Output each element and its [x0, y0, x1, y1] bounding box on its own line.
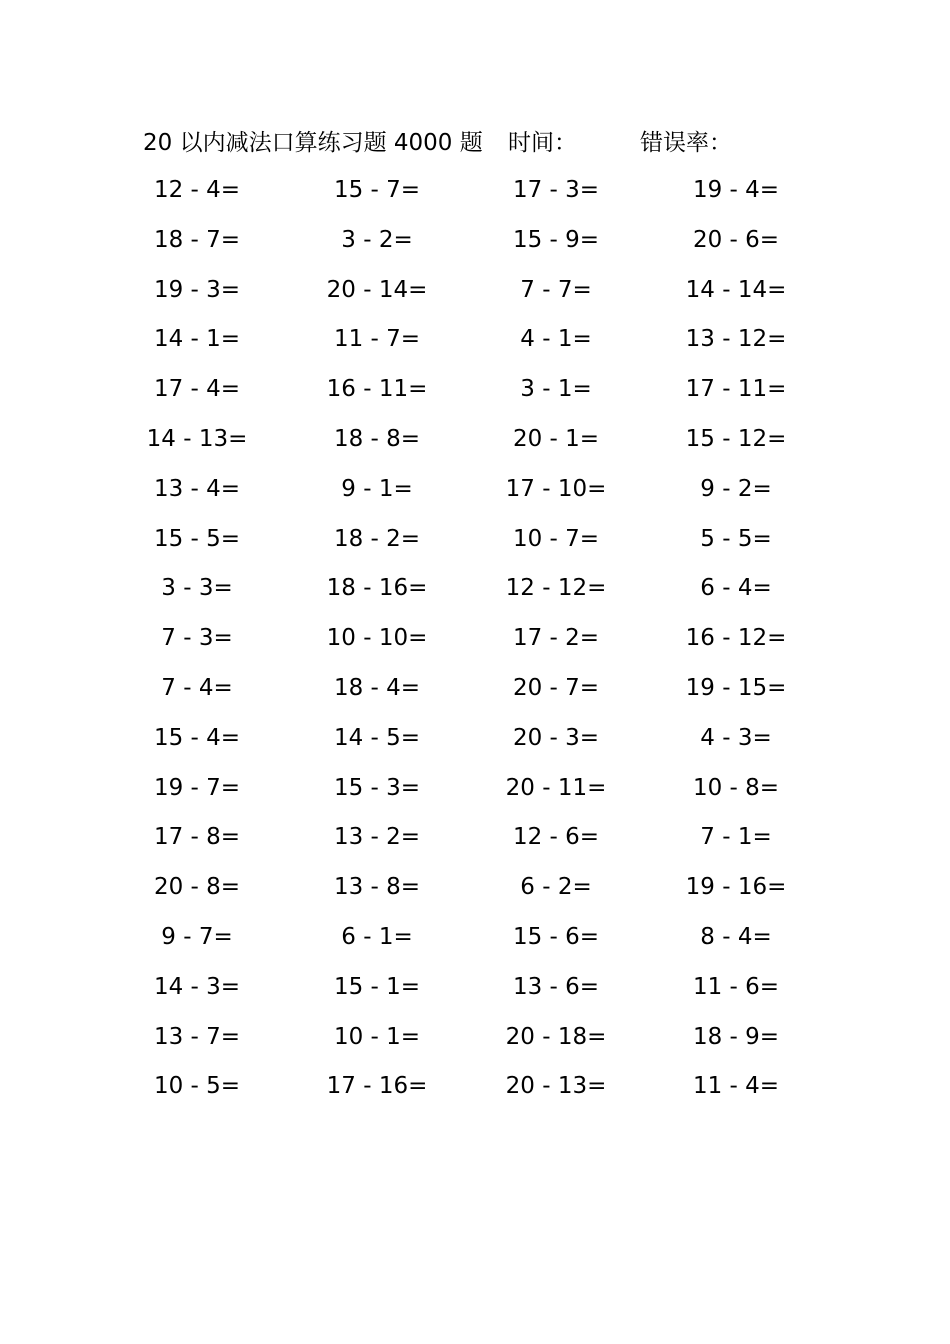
problem-row — [0, 967, 950, 1017]
problem-item: 6 - 4= — [700, 575, 772, 602]
problem-row — [0, 568, 950, 618]
problem-item: 20 - 13= — [505, 1073, 607, 1100]
problem-item: 12 - 4= — [153, 177, 241, 203]
problem-item: 15 - 12= — [685, 425, 787, 452]
problem-row — [0, 768, 950, 818]
problem-row — [0, 170, 950, 220]
problem-item: 7 - 7= — [520, 276, 592, 303]
problem-item: 20 - 8= — [153, 874, 241, 901]
problem-item: 3 - 2= — [341, 226, 413, 253]
problem-item: 13 - 12= — [685, 326, 787, 353]
problem-item: 6 - 1= — [341, 923, 413, 950]
problem-item: 10 - 10= — [326, 625, 428, 652]
problem-item: 9 - 2= — [700, 475, 772, 502]
problem-item: 19 - 4= — [692, 177, 780, 203]
problem-row — [0, 220, 950, 270]
problem-item: 13 - 6= — [512, 973, 600, 1000]
problem-item: 18 - 16= — [326, 575, 428, 602]
problem-row — [0, 618, 950, 668]
problem-row — [0, 718, 950, 768]
problem-item: 20 - 6= — [692, 226, 780, 253]
problem-row — [0, 369, 950, 419]
problem-item: 14 - 5= — [333, 724, 421, 751]
problem-item: 16 - 11= — [326, 376, 428, 403]
problem-grid — [0, 170, 950, 1116]
problem-row — [0, 270, 950, 320]
problem-item: 14 - 1= — [153, 326, 241, 353]
problem-item: 17 - 4= — [153, 376, 241, 403]
problem-item: 5 - 5= — [700, 525, 772, 552]
error-rate-label: 错误率： — [640, 130, 732, 156]
problem-row — [0, 519, 950, 569]
problem-row — [0, 867, 950, 917]
worksheet-header — [0, 124, 950, 160]
problem-item: 11 - 6= — [692, 973, 780, 1000]
worksheet-title: 20 以内减法口算练习题 4000 题 — [143, 130, 483, 156]
problem-item: 15 - 7= — [333, 177, 421, 203]
time-label: 时间： — [508, 130, 577, 156]
problem-item: 16 - 12= — [685, 625, 787, 652]
problem-item: 10 - 8= — [692, 774, 780, 801]
problem-item: 10 - 1= — [333, 1023, 421, 1050]
problem-item: 17 - 11= — [685, 376, 787, 403]
problem-item: 9 - 7= — [161, 923, 233, 950]
problem-item: 11 - 4= — [692, 1073, 780, 1100]
problem-item: 20 - 14= — [326, 276, 428, 303]
problem-item: 18 - 4= — [333, 674, 421, 701]
problem-item: 7 - 1= — [700, 824, 772, 851]
problem-item: 17 - 10= — [505, 475, 607, 502]
problem-item: 15 - 4= — [153, 724, 241, 751]
problem-item: 14 - 13= — [146, 425, 248, 452]
problem-item: 6 - 2= — [520, 874, 592, 901]
problem-row — [0, 469, 950, 519]
problem-row — [0, 917, 950, 967]
problem-item: 4 - 3= — [700, 724, 772, 751]
problem-item: 18 - 7= — [153, 226, 241, 253]
problem-item: 19 - 7= — [153, 774, 241, 801]
problem-row — [0, 817, 950, 867]
problem-row — [0, 1066, 950, 1116]
problem-item: 17 - 3= — [512, 177, 600, 203]
problem-item: 17 - 2= — [512, 625, 600, 652]
problem-item: 17 - 16= — [326, 1073, 428, 1100]
problem-item: 7 - 3= — [161, 625, 233, 652]
problem-item: 10 - 5= — [153, 1073, 241, 1100]
problem-item: 15 - 5= — [153, 525, 241, 552]
problem-item: 20 - 7= — [512, 674, 600, 701]
problem-item: 17 - 8= — [153, 824, 241, 851]
problem-item: 20 - 18= — [505, 1023, 607, 1050]
problem-item: 12 - 12= — [505, 575, 607, 602]
problem-item: 14 - 3= — [153, 973, 241, 1000]
problem-item: 18 - 2= — [333, 525, 421, 552]
problem-item: 15 - 3= — [333, 774, 421, 801]
problem-item: 10 - 7= — [512, 525, 600, 552]
problem-row — [0, 419, 950, 469]
problem-row — [0, 319, 950, 369]
problem-item: 11 - 7= — [333, 326, 421, 353]
problem-item: 3 - 3= — [161, 575, 233, 602]
problem-item: 15 - 6= — [512, 923, 600, 950]
problem-item: 8 - 4= — [700, 923, 772, 950]
problem-item: 19 - 3= — [153, 276, 241, 303]
problem-item: 20 - 3= — [512, 724, 600, 751]
problem-item: 19 - 16= — [685, 874, 787, 901]
problem-item: 12 - 6= — [512, 824, 600, 851]
problem-item: 20 - 1= — [512, 425, 600, 452]
problem-item: 13 - 4= — [153, 475, 241, 502]
problem-row — [0, 668, 950, 718]
problem-item: 13 - 2= — [333, 824, 421, 851]
problem-item: 20 - 11= — [505, 774, 607, 801]
problem-item: 7 - 4= — [161, 674, 233, 701]
problem-item: 18 - 9= — [692, 1023, 780, 1050]
problem-item: 13 - 8= — [333, 874, 421, 901]
problem-item: 14 - 14= — [685, 276, 787, 303]
problem-row — [0, 1017, 950, 1067]
problem-item: 15 - 1= — [333, 973, 421, 1000]
problem-item: 13 - 7= — [153, 1023, 241, 1050]
problem-item: 15 - 9= — [512, 226, 600, 253]
problem-item: 9 - 1= — [341, 475, 413, 502]
problem-item: 18 - 8= — [333, 425, 421, 452]
problem-item: 4 - 1= — [520, 326, 592, 353]
problem-item: 19 - 15= — [685, 674, 787, 701]
problem-item: 3 - 1= — [520, 376, 592, 403]
